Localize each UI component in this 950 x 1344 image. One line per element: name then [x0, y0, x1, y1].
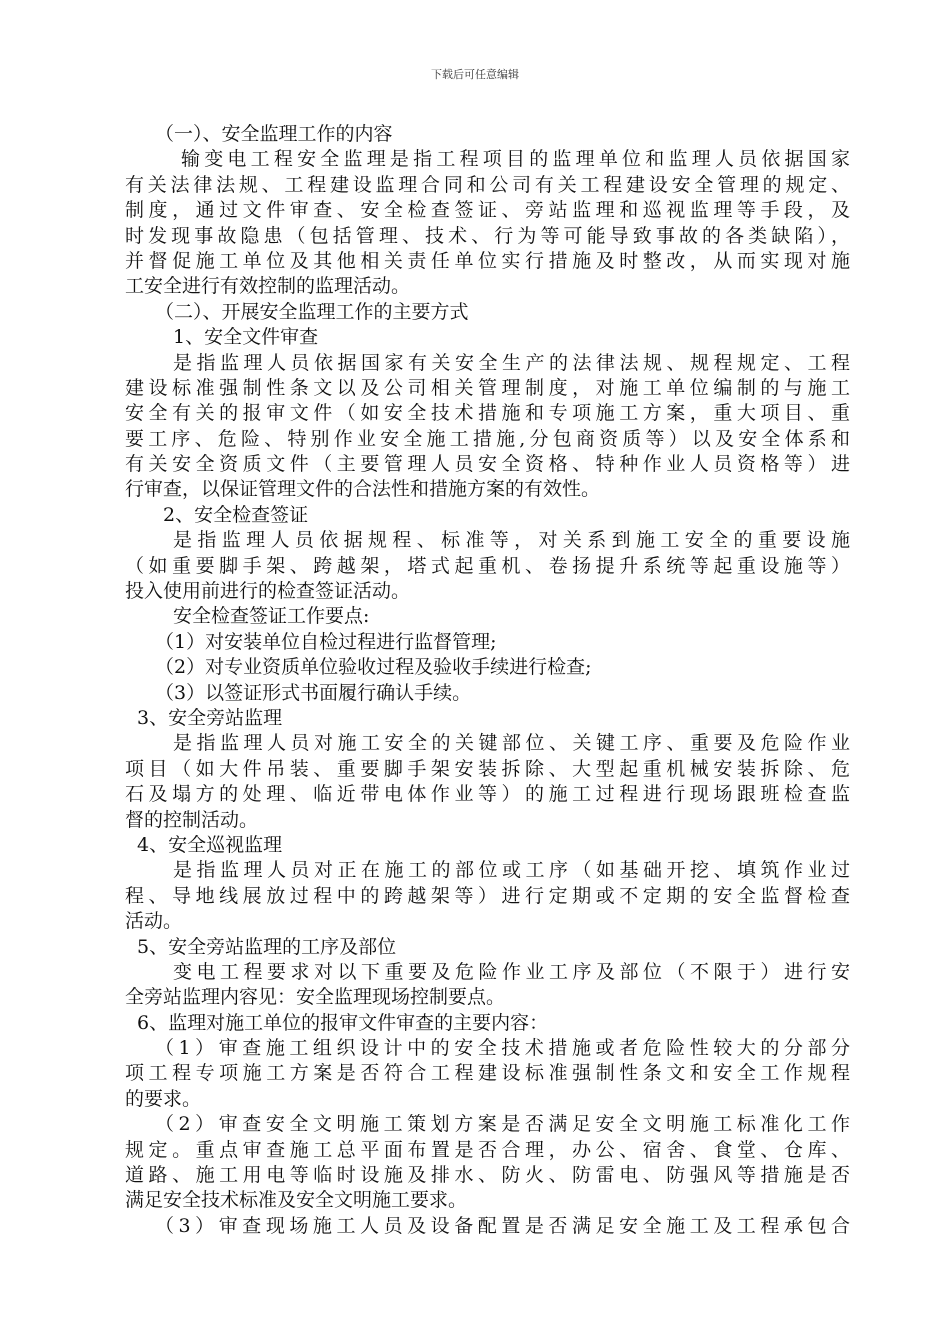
text-line: 工安全进行有效控制的监理活动。 [125, 275, 411, 298]
text-line: 6、监理对施工单位的报审文件审查的主要内容： [137, 1011, 549, 1034]
text-line: （1）审查施工组织设计中的安全技术措施或者危险性较大的分部分 [155, 1037, 850, 1060]
text-line: 5、安全旁站监理的工序及部位 [137, 935, 397, 958]
text-line: 道路、施工用电等临时设施及排水、防火、防雷电、防强风等措施是否 [125, 1164, 850, 1187]
text-line: 规定。重点审查施工总平面布置是否合理，办公、宿舍、食堂、仓库、 [125, 1138, 850, 1161]
text-line: 活动。 [125, 910, 183, 933]
text-line: 石及塌方的处理、临近带电体作业等）的施工过程进行现场跟班检查监 [125, 783, 850, 806]
text-line: 时发现事故隐患（包括管理、技术、行为等可能导致事故的各类缺陷）， [125, 224, 850, 247]
text-line: （1）对安装单位自检过程进行监督管理; [155, 630, 497, 653]
text-line: 是指监理人员对施工安全的关键部位、关键工序、重要及危险作业 [173, 732, 850, 755]
text-line: 2、安全检查签证 [163, 503, 309, 526]
header-note: 下载后可任意编辑 [431, 68, 519, 81]
document-body [125, 122, 850, 1239]
text-line: 是指监理人员依据规程、标准等，对关系到施工安全的重要设施 [173, 529, 850, 552]
text-line: 投入使用前进行的检查签证活动。 [125, 580, 411, 603]
text-line: 输变电工程安全监理是指工程项目的监理单位和监理人员依据国家 [181, 148, 850, 171]
text-line: 有关安全资质文件（主要管理人员安全资格、特种作业人员资格等）进 [125, 453, 850, 476]
text-line: （3）以签证形式书面履行确认手续。 [155, 681, 472, 704]
text-line: 全旁站监理内容见：安全监理现场控制要点。 [125, 986, 506, 1009]
text-line: 有关法律法规、工程建设监理合同和公司有关工程建设安全管理的规定、 [125, 173, 850, 196]
text-line: 1、安全文件审查 [173, 326, 319, 349]
text-line: 项目（如大件吊装、重要脚手架安装拆除、大型起重机械安装拆除、危 [125, 757, 850, 780]
text-line: 安全有关的报审文件（如安全技术措施和专项施工方案，重大项目、重 [125, 402, 850, 425]
text-line: 制度，通过文件审查、安全检查签证、旁站监理和巡视监理等手段，及 [125, 199, 850, 222]
text-line: （2）审查安全文明施工策划方案是否满足安全文明施工标准化工作 [155, 1113, 850, 1136]
text-line: 并督促施工单位及其他相关责任单位实行措施及时整改，从而实现对施 [125, 249, 850, 272]
text-line: 3、安全旁站监理 [137, 706, 283, 729]
text-line: （2）对专业资质单位验收过程及验收手续进行检查; [155, 656, 592, 679]
text-line: 4、安全巡视监理 [137, 833, 283, 856]
text-line: 督的控制活动。 [125, 808, 259, 831]
text-line: 安全检查签证工作要点: [173, 605, 370, 628]
text-line: 的要求。 [125, 1087, 202, 1110]
text-line: 项工程专项施工方案是否符合工程建设标准强制性条文和安全工作规程 [125, 1062, 850, 1085]
text-line: 建设标准强制性条文以及公司相关管理制度，对施工单位编制的与施工 [125, 376, 850, 399]
text-line: 要工序、危险、特别作业安全施工措施,分包商资质等）以及安全体系和 [125, 427, 850, 450]
text-line: 变电工程要求对以下重要及危险作业工序及部位（不限于）进行安 [173, 960, 850, 983]
text-line: 程、导地线展放过程中的跨越架等）进行定期或不定期的安全监督检查 [125, 884, 850, 907]
text-line: （一）、安全监理工作的内容 [155, 123, 393, 145]
text-line: 是指监理人员依据国家有关安全生产的法律法规、规程规定、工程 [173, 351, 850, 374]
text-line: 行审查，以保证管理文件的合法性和措施方案的有效性。 [125, 478, 601, 501]
text-line: 是指监理人员对正在施工的部位或工序（如基础开挖、填筑作业过 [173, 859, 850, 882]
text-line: （3）审查现场施工人员及设备配置是否满足安全施工及工程承包合 [155, 1214, 850, 1237]
text-line: 满足安全技术标准及安全文明施工要求。 [125, 1189, 468, 1212]
text-line: （如重要脚手架、跨越架，塔式起重机、卷扬提升系统等起重设施等） [125, 554, 850, 577]
text-line: （二）、开展安全监理工作的主要方式 [155, 300, 469, 323]
